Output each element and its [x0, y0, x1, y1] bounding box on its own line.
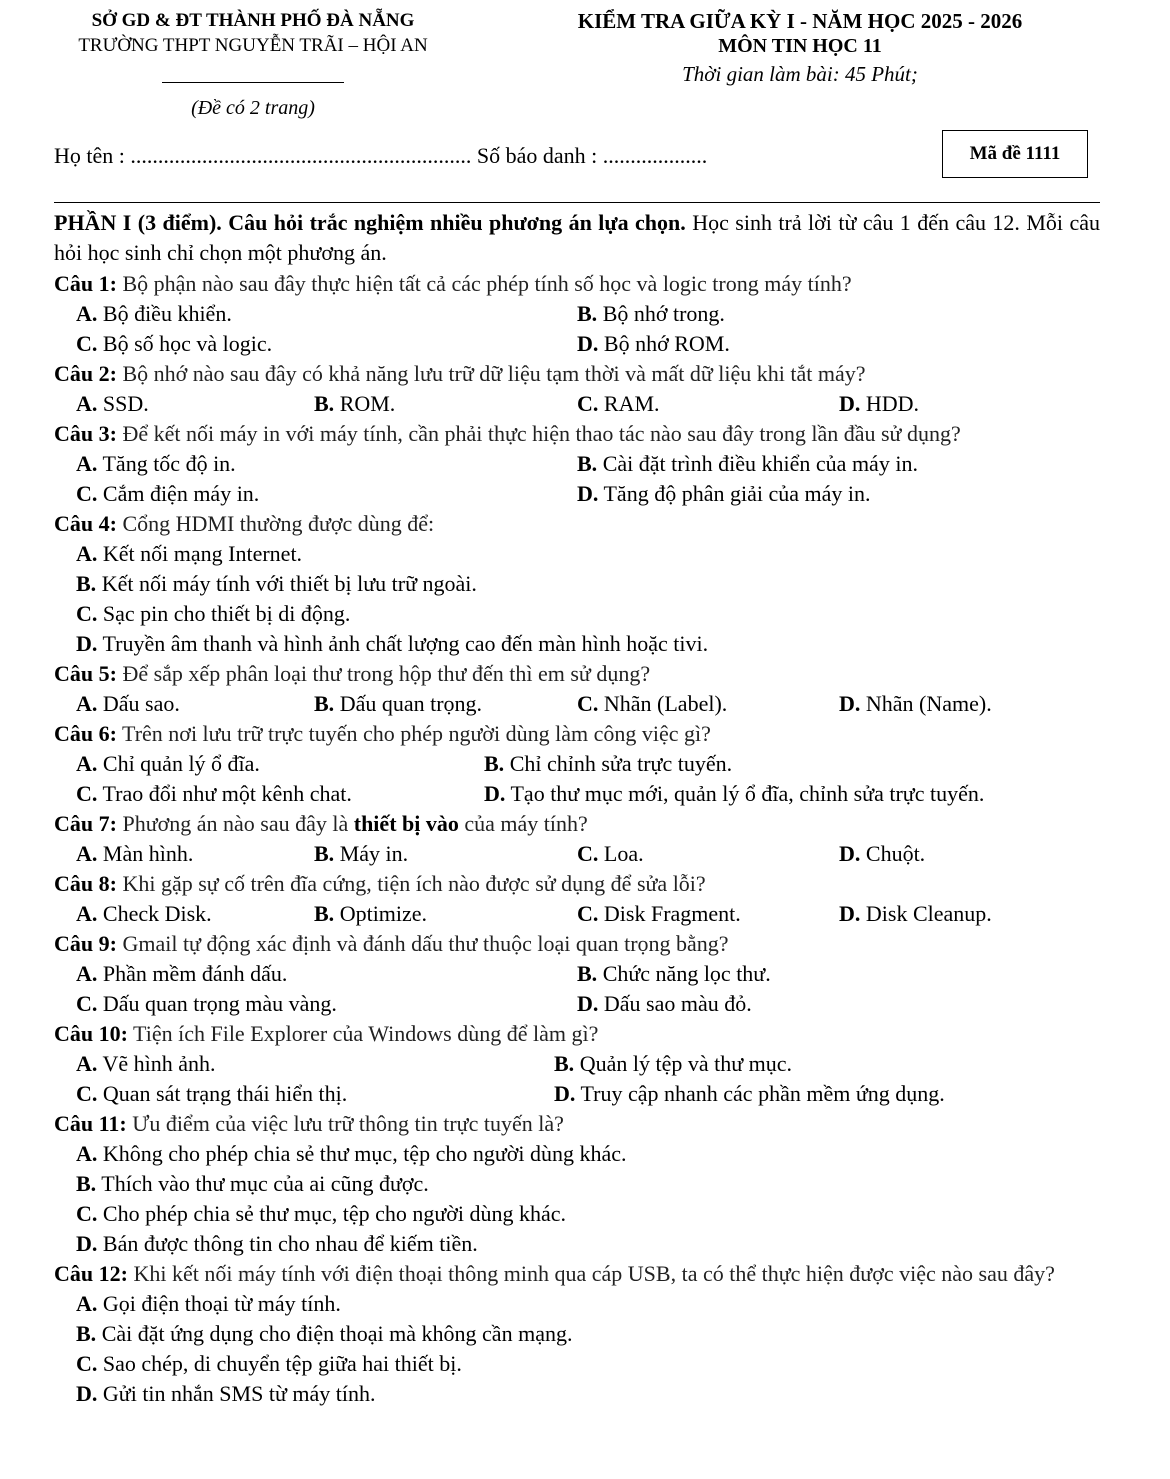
answer-option — [54, 1139, 1100, 1169]
option-letter: B. — [577, 301, 598, 326]
question-label: Câu 10: — [54, 1021, 128, 1046]
options-row — [54, 1079, 1100, 1109]
option-text: Cho phép chia sẻ thư mục, tệp cho người dùng khác. — [97, 1201, 567, 1226]
question-stem — [54, 419, 1100, 449]
question-stem — [54, 929, 1100, 959]
question-11 — [54, 1109, 1100, 1259]
option-letter: B. — [76, 1321, 97, 1346]
question-2 — [54, 359, 1100, 419]
exam-header — [500, 8, 1100, 88]
question-label: Câu 6: — [54, 721, 117, 746]
option-letter: D. — [76, 1381, 98, 1406]
answer-option — [577, 689, 727, 719]
question-label: Câu 2: — [54, 361, 117, 386]
answer-option — [76, 839, 193, 869]
answer-option — [577, 449, 918, 479]
question-stem — [54, 809, 1100, 839]
question-text: Để sắp xếp phân loại thư trong hộp thư đến thì em sử dụng? — [116, 661, 651, 686]
option-text: Chỉ chỉnh sửa trực tuyến. — [504, 751, 733, 776]
option-text: Chuột. — [860, 841, 926, 866]
exam-title: KIỂM TRA GIỮA KỲ I - NĂM HỌC 2025 - 2026 — [577, 9, 1023, 33]
option-text: Quan sát trạng thái hiển thị. — [97, 1081, 348, 1106]
answer-option — [839, 689, 992, 719]
option-letter: C. — [577, 841, 599, 866]
exam-code-box — [942, 130, 1088, 178]
option-letter: B. — [314, 691, 335, 716]
options-row — [54, 899, 1100, 929]
question-label: Câu 8: — [54, 871, 117, 896]
student-id-field: Số báo danh : ................... — [476, 143, 708, 168]
answer-option — [76, 1049, 216, 1079]
student-info-line — [54, 141, 707, 171]
department-name: SỞ GD & ĐT THÀNH PHỐ ĐÀ NẴNG — [91, 10, 415, 31]
option-letter: D. — [484, 781, 506, 806]
answer-option — [54, 1379, 1100, 1409]
answer-option — [54, 1199, 1100, 1229]
option-letter: A. — [76, 301, 98, 326]
option-text: HDD. — [860, 391, 920, 416]
answer-option — [76, 749, 260, 779]
option-text: Chỉ quản lý ổ đĩa. — [97, 751, 260, 776]
question-label: Câu 5: — [54, 661, 117, 686]
options-row — [54, 389, 1100, 419]
student-name-field: Họ tên : .............................................................. — [54, 143, 472, 168]
answer-option — [839, 899, 992, 929]
option-letter: C. — [76, 601, 98, 626]
exam-duration: Thời gian làm bài: 45 Phút; — [682, 62, 918, 86]
answer-option — [839, 389, 919, 419]
answer-option — [577, 479, 870, 509]
option-letter: B. — [76, 1171, 97, 1196]
option-text: Sạc pin cho thiết bị di động. — [97, 601, 351, 626]
part-one-instruction: Học sinh trả lời từ câu 1 đến câu 12. Mỗi câu hỏi học sinh chỉ chọn một phương án. — [54, 210, 1101, 265]
option-letter: D. — [577, 331, 599, 356]
option-text: Bộ điều khiển. — [97, 301, 232, 326]
option-text: Dấu quan trọng. — [334, 691, 483, 716]
option-letter: D. — [76, 1231, 98, 1256]
option-text: Kết nối mạng Internet. — [97, 541, 303, 566]
answer-option — [54, 1349, 1100, 1379]
option-text: Dấu sao. — [97, 691, 180, 716]
option-letter: C. — [76, 1351, 98, 1376]
question-text: Trên nơi lưu trữ trực tuyến cho phép người dùng làm công việc gì? — [116, 721, 711, 746]
option-letter: B. — [484, 751, 505, 776]
option-letter: C. — [76, 1201, 98, 1226]
options-row — [54, 449, 1100, 479]
question-text: Để kết nối máy in với máy tính, cần phải thực hiện thao tác nào sau đây trong lần đầu sử dụng? — [116, 421, 961, 446]
option-letter: B. — [76, 571, 97, 596]
answer-option — [76, 389, 149, 419]
question-text: Ưu điểm của việc lưu trữ thông tin trực tuyến là? — [126, 1111, 564, 1136]
options-row — [54, 989, 1100, 1019]
section-divider — [54, 202, 1100, 203]
answer-option — [54, 599, 1100, 629]
option-text: Truyền âm thanh và hình ảnh chất lượng cao đến màn hình hoặc tivi. — [97, 631, 709, 656]
option-text: Sao chép, di chuyển tệp giữa hai thiết bị. — [97, 1351, 462, 1376]
option-text: Phần mềm đánh dấu. — [97, 961, 288, 986]
option-letter: C. — [577, 901, 599, 926]
option-text: Tăng độ phân giải của máy in. — [598, 481, 871, 506]
options-row — [54, 959, 1100, 989]
option-letter: A. — [76, 451, 98, 476]
school-header — [48, 8, 458, 121]
option-text: Chức năng lọc thư. — [597, 961, 771, 986]
option-text: Loa. — [598, 841, 644, 866]
answer-option — [76, 899, 212, 929]
question-list — [54, 269, 1100, 1409]
option-letter: B. — [314, 391, 335, 416]
options-row — [54, 689, 1100, 719]
question-6 — [54, 719, 1100, 809]
option-text: SSD. — [97, 391, 149, 416]
part-one-title: PHẦN I (3 điểm). Câu hỏi trắc nghiệm nhiều phương án lựa chọn. — [54, 210, 686, 235]
option-letter: B. — [314, 841, 335, 866]
options-row — [54, 1049, 1100, 1079]
answer-option — [577, 839, 644, 869]
option-letter: C. — [76, 481, 98, 506]
answer-option — [577, 989, 752, 1019]
question-7 — [54, 809, 1100, 869]
question-text: Phương án nào sau đây là — [116, 811, 354, 836]
question-label: Câu 7: — [54, 811, 117, 836]
question-4 — [54, 509, 1100, 659]
option-text: Tạo thư mục mới, quản lý ổ đĩa, chỉnh sửa trực tuyến. — [505, 781, 985, 806]
option-letter: D. — [839, 391, 861, 416]
answer-option — [54, 539, 1100, 569]
option-text: Bán được thông tin cho nhau để kiếm tiền. — [97, 1231, 478, 1256]
answer-option — [554, 1049, 792, 1079]
answer-option — [839, 839, 925, 869]
option-letter: A. — [76, 901, 98, 926]
answer-option — [577, 899, 741, 929]
answer-option — [76, 449, 236, 479]
options-row — [54, 299, 1100, 329]
option-letter: A. — [76, 541, 98, 566]
option-text: Disk Fragment. — [598, 901, 741, 926]
option-text: Gọi điện thoại từ máy tính. — [97, 1291, 341, 1316]
question-8 — [54, 869, 1100, 929]
option-letter: D. — [577, 481, 599, 506]
question-text: Khi kết nối máy tính với điện thoại thông minh qua cáp USB, ta có thể thực hiện được việc nào sau đây? — [127, 1261, 1055, 1286]
option-text: Cài đặt ứng dụng cho điện thoại mà không cần mạng. — [96, 1321, 573, 1346]
option-letter: C. — [577, 391, 599, 416]
page-count-note: (Đề có 2 trang) — [191, 97, 315, 119]
answer-option — [577, 329, 730, 359]
question-stem — [54, 659, 1100, 689]
answer-option — [54, 1289, 1100, 1319]
option-letter: D. — [839, 841, 861, 866]
question-label: Câu 11: — [54, 1111, 127, 1136]
option-letter: C. — [76, 331, 98, 356]
option-text: Bộ nhớ trong. — [597, 301, 725, 326]
option-letter: D. — [554, 1081, 576, 1106]
answer-option — [54, 1229, 1100, 1259]
option-text: Quản lý tệp và thư mục. — [574, 1051, 793, 1076]
option-letter: C. — [76, 781, 98, 806]
question-text: Tiện ích File Explorer của Windows dùng để làm gì? — [127, 1021, 599, 1046]
option-text: Nhãn (Name). — [860, 691, 992, 716]
options-row — [54, 479, 1100, 509]
option-text: Vẽ hình ảnh. — [97, 1051, 216, 1076]
header-divider — [162, 82, 344, 83]
part-one-heading — [54, 208, 1100, 268]
answer-option — [314, 389, 395, 419]
question-text-end: của máy tính? — [458, 811, 588, 836]
options-row — [54, 329, 1100, 359]
answer-option — [314, 899, 427, 929]
question-stem — [54, 359, 1100, 389]
option-text: Dấu quan trọng màu vàng. — [97, 991, 337, 1016]
options-row — [54, 839, 1100, 869]
option-text: Optimize. — [334, 901, 428, 926]
option-text: Nhãn (Label). — [598, 691, 728, 716]
school-name: TRƯỜNG THPT NGUYỄN TRÃI – HỘI AN — [78, 35, 428, 56]
option-letter: A. — [76, 841, 98, 866]
option-text: Máy in. — [334, 841, 409, 866]
option-letter: B. — [577, 961, 598, 986]
question-emphasis: thiết bị vào — [353, 811, 459, 836]
option-letter: C. — [577, 691, 599, 716]
option-letter: D. — [839, 691, 861, 716]
option-text: Bộ số học và logic. — [97, 331, 273, 356]
question-5 — [54, 659, 1100, 719]
option-letter: D. — [577, 991, 599, 1016]
question-text: Gmail tự động xác định và đánh dấu thư thuộc loại quan trọng bằng? — [116, 931, 729, 956]
option-letter: A. — [76, 751, 98, 776]
option-text: Trao đổi như một kênh chat. — [97, 781, 352, 806]
answer-option — [54, 1169, 1100, 1199]
answer-option — [76, 779, 352, 809]
question-12 — [54, 1259, 1100, 1409]
question-stem — [54, 509, 1100, 539]
answer-option — [484, 779, 984, 809]
option-letter: B. — [314, 901, 335, 926]
option-letter: A. — [76, 691, 98, 716]
answer-option — [76, 959, 287, 989]
question-stem — [54, 719, 1100, 749]
option-letter: A. — [76, 1141, 98, 1166]
option-text: Màn hình. — [97, 841, 194, 866]
option-text: Dấu sao màu đỏ. — [598, 991, 752, 1016]
option-text: ROM. — [334, 391, 396, 416]
option-letter: C. — [76, 1081, 98, 1106]
option-letter: B. — [577, 451, 598, 476]
option-text: Cài đặt trình điều khiển của máy in. — [597, 451, 918, 476]
option-text: Disk Cleanup. — [860, 901, 992, 926]
option-letter: C. — [76, 991, 98, 1016]
question-label: Câu 3: — [54, 421, 117, 446]
question-stem — [54, 869, 1100, 899]
answer-option — [484, 749, 732, 779]
question-text: Cổng HDMI thường được dùng để: — [116, 511, 435, 536]
option-letter: D. — [839, 901, 861, 926]
option-text: RAM. — [598, 391, 660, 416]
answer-option — [76, 479, 259, 509]
exam-code: Mã đề 1111 — [969, 143, 1061, 164]
question-text: Bộ phận nào sau đây thực hiện tất cả các phép tính số học và logic trong máy tính? — [116, 271, 852, 296]
answer-option — [314, 839, 408, 869]
answer-option — [76, 1079, 347, 1109]
answer-option — [76, 689, 180, 719]
option-text: Check Disk. — [97, 901, 212, 926]
option-text: Cắm điện máy in. — [97, 481, 260, 506]
option-text: Bộ nhớ ROM. — [598, 331, 730, 356]
options-row — [54, 749, 1100, 779]
exam-content — [54, 208, 1100, 1409]
answer-option — [577, 299, 725, 329]
question-stem — [54, 1019, 1100, 1049]
question-stem — [54, 1109, 1100, 1139]
option-text: Truy cập nhanh các phần mềm ứng dụng. — [575, 1081, 945, 1106]
answer-option — [577, 959, 771, 989]
answer-option — [554, 1079, 945, 1109]
answer-option — [76, 989, 337, 1019]
option-letter: A. — [76, 961, 98, 986]
answer-option — [314, 689, 482, 719]
answer-option — [54, 569, 1100, 599]
question-label: Câu 4: — [54, 511, 117, 536]
question-label: Câu 9: — [54, 931, 117, 956]
option-letter: A. — [76, 1051, 98, 1076]
question-1 — [54, 269, 1100, 359]
answer-option — [54, 1319, 1100, 1349]
option-text: Thích vào thư mục của ai cũng được. — [96, 1171, 429, 1196]
question-10 — [54, 1019, 1100, 1109]
option-text: Tăng tốc độ in. — [97, 451, 236, 476]
option-letter: A. — [76, 1291, 98, 1316]
question-label: Câu 1: — [54, 271, 117, 296]
option-text: Gửi tin nhắn SMS từ máy tính. — [97, 1381, 376, 1406]
subject-name: MÔN TIN HỌC 11 — [718, 35, 882, 57]
answer-option — [577, 389, 660, 419]
question-label: Câu 12: — [54, 1261, 128, 1286]
option-letter: A. — [76, 391, 98, 416]
answer-option — [76, 299, 232, 329]
question-stem — [54, 1259, 1100, 1289]
question-text: Khi gặp sự cố trên đĩa cứng, tiện ích nào được sử dụng để sửa lỗi? — [116, 871, 706, 896]
option-letter: B. — [554, 1051, 575, 1076]
question-3 — [54, 419, 1100, 509]
question-stem — [54, 269, 1100, 299]
option-text: Kết nối máy tính với thiết bị lưu trữ ngoài. — [96, 571, 477, 596]
option-text: Không cho phép chia sẻ thư mục, tệp cho người dùng khác. — [97, 1141, 627, 1166]
question-9 — [54, 929, 1100, 1019]
answer-option — [54, 629, 1100, 659]
option-letter: D. — [76, 631, 98, 656]
answer-option — [76, 329, 272, 359]
question-text: Bộ nhớ nào sau đây có khả năng lưu trữ dữ liệu tạm thời và mất dữ liệu khi tắt máy? — [116, 361, 866, 386]
options-row — [54, 779, 1100, 809]
